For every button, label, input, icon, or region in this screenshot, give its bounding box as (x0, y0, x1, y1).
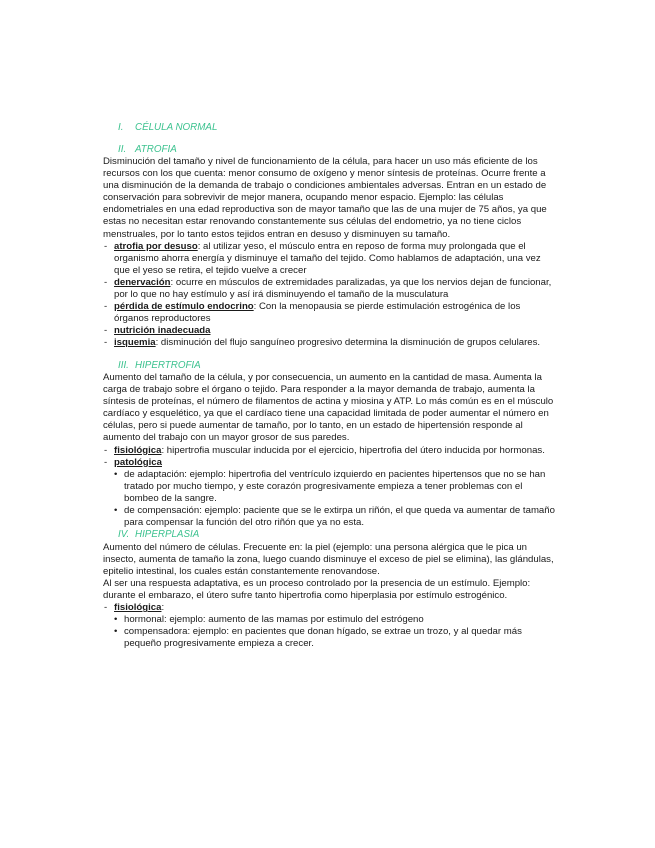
list-item (103, 325, 555, 337)
term: nutrición inadecuada (114, 325, 211, 337)
atrofia-types-list (103, 241, 555, 350)
section-title: ATROFIA (135, 143, 177, 155)
list-item (103, 277, 555, 301)
section-heading-hipertrofia (103, 360, 555, 373)
dash-marker: - (104, 325, 108, 337)
item-text: compensadora: ejemplo: en pacientes que donan hígado, se extrae un trozo, y al quedar más pequeño progresivamente empieza a crecer. (124, 626, 522, 650)
definition: : Con la menopausia se pierde estimulación estrogénica de los órganos reproductores (114, 301, 521, 325)
section-number: III. (118, 359, 129, 371)
dash-marker: - (104, 240, 108, 252)
bullet-marker: • (114, 614, 118, 626)
section-title: CÉLULA NORMAL (135, 122, 218, 133)
term: fisiológica (114, 444, 162, 456)
term: atrofia por desuso (114, 240, 198, 252)
list-item (103, 337, 555, 349)
definition: : hipertrofia muscular inducida por el ejercicio, hipertrofia del útero inducida por hormonas. (161, 444, 545, 456)
item-text: hormonal: ejemplo: aumento de las mamas por estimulo del estrógeno (124, 614, 424, 626)
term: fisiológica (114, 602, 162, 614)
term: denervación (114, 276, 171, 288)
dash-marker: - (104, 301, 108, 313)
item-text: de compensación: ejemplo: paciente que se le extirpa un riñón, el que queda va aumentar de tamaño para compensar la función del otro riñón que ya no esta. (124, 505, 555, 529)
bullet-marker: • (114, 468, 118, 480)
list-item (103, 457, 555, 469)
dash-marker: - (104, 602, 108, 614)
item-text: de adaptación: ejemplo: hipertrofia del ventrículo izquierdo en pacientes hipertensos que no se han tratado por mucho tiempo, y este corazón progresivamente empieza a tener problemas con el bombeo de la sangre. (124, 468, 546, 504)
list-item (114, 505, 555, 529)
definition: : disminución del flujo sanguíneo progresivo determina la disminución de grupos celulares. (155, 337, 541, 349)
section-heading-celula-normal (103, 122, 555, 135)
term: pérdida de estímulo endocrino (114, 301, 254, 313)
list-item (103, 241, 555, 277)
bullet-marker: • (114, 626, 118, 638)
section-title: HIPERPLASIA (135, 529, 200, 541)
list-item (114, 626, 555, 650)
section-heading-hiperplasia (103, 529, 555, 542)
section-title: HIPERTROFIA (135, 359, 201, 371)
list-item (114, 469, 555, 505)
dash-marker: - (104, 456, 108, 468)
dash-marker: - (104, 276, 108, 288)
dash-marker: - (104, 337, 108, 349)
list-item (103, 301, 555, 325)
dash-marker: - (104, 444, 108, 456)
section-heading-atrofia (103, 144, 555, 157)
section-number: IV. (118, 529, 130, 541)
section-number: II. (118, 143, 127, 155)
definition: : (161, 602, 165, 614)
hiperplasia-intro: Aumento del número de células. Frecuente en: la piel (ejemplo: una persona alérgica que le pica un insecto, aumenta de tamaño la zona, luego cuando disminuye el exceso de piel se elimina), las glándulas, epitelio intestinal, los cuales están constantemente renovandose. (103, 541, 554, 577)
definition: : ocurre en músculos de extremidades paralizadas, ya que los nervios dejan de funcionar, por lo que no hay estímulo y así irá disminuyendo el tamaño de la musculatura (114, 276, 552, 301)
patologica-subtypes-list (103, 469, 555, 529)
atrofia-intro: Disminución del tamaño y nivel de funcionamiento de la célula, para hacer un uso más eficiente de los recursos con los que cuenta: menor consumo de oxígeno y menor síntesis de proteínas. Ocurre frente a una disminución de la demanda de trabajo o condiciones ambientales adversas. Entran en un estado de conservación para sobrevivir de mejor manera, ocupando menor espacio. Ejemplo: las células endometriales en una edad reproductiva son de mayor tamaño que las de una mujer de 75 años, ya que estas no necesitan estar renovando constantemente sus células del endometrio, ya no tiene ciclos menstruales, por lo tanto estos tejidos entran en desuso y disminuyen su tamaño. (103, 156, 547, 240)
definition: : al utilizar yeso, el músculo entra en reposo de forma muy prolongada que el organismo ahorra energía y disminuye el tamaño del tejido. Como hablamos de adaptación, una vez que el yeso se retira, el tejido vuelve a crecer (114, 240, 541, 276)
list-item (114, 614, 555, 626)
section-number: I. (118, 122, 124, 133)
hipertrofia-types-list (103, 445, 555, 469)
bullet-marker: • (114, 505, 118, 517)
hiperplasia-intro-2: Al ser una respuesta adaptativa, es un proceso controlado por la presencia de un estímulo. Ejemplo: durante el embarazo, el útero sufre tanto hipertrofia como hiperplasia por estímulo estrogénico. (103, 578, 531, 602)
hiperplasia-types-list (103, 602, 555, 614)
list-item (103, 445, 555, 457)
fisiologica-subtypes-list (103, 614, 555, 650)
term: patológica (114, 456, 162, 468)
hipertrofia-intro: Aumento del tamaño de la célula, y por consecuencia, un aumento en la cantidad de masa. Aumenta la carga de trabajo sobre el órgano o tejido. Para responder a la mayor demanda de trabajo, aumenta la síntesis de proteínas, el número de filamentos de actina y miosina y ATP. Lo más común es en el músculo cardíaco y esquelético, ya que el cardíaco tiene una capacidad limitada de poder aumentar el número en células, pero si puede aumentar de tamaño, por lo tanto, en un estado de hipertensión responde al aumento del trabajo con un mayor grosor de sus paredes. (103, 372, 554, 444)
term: isquemia (114, 337, 156, 349)
list-item (103, 602, 555, 614)
